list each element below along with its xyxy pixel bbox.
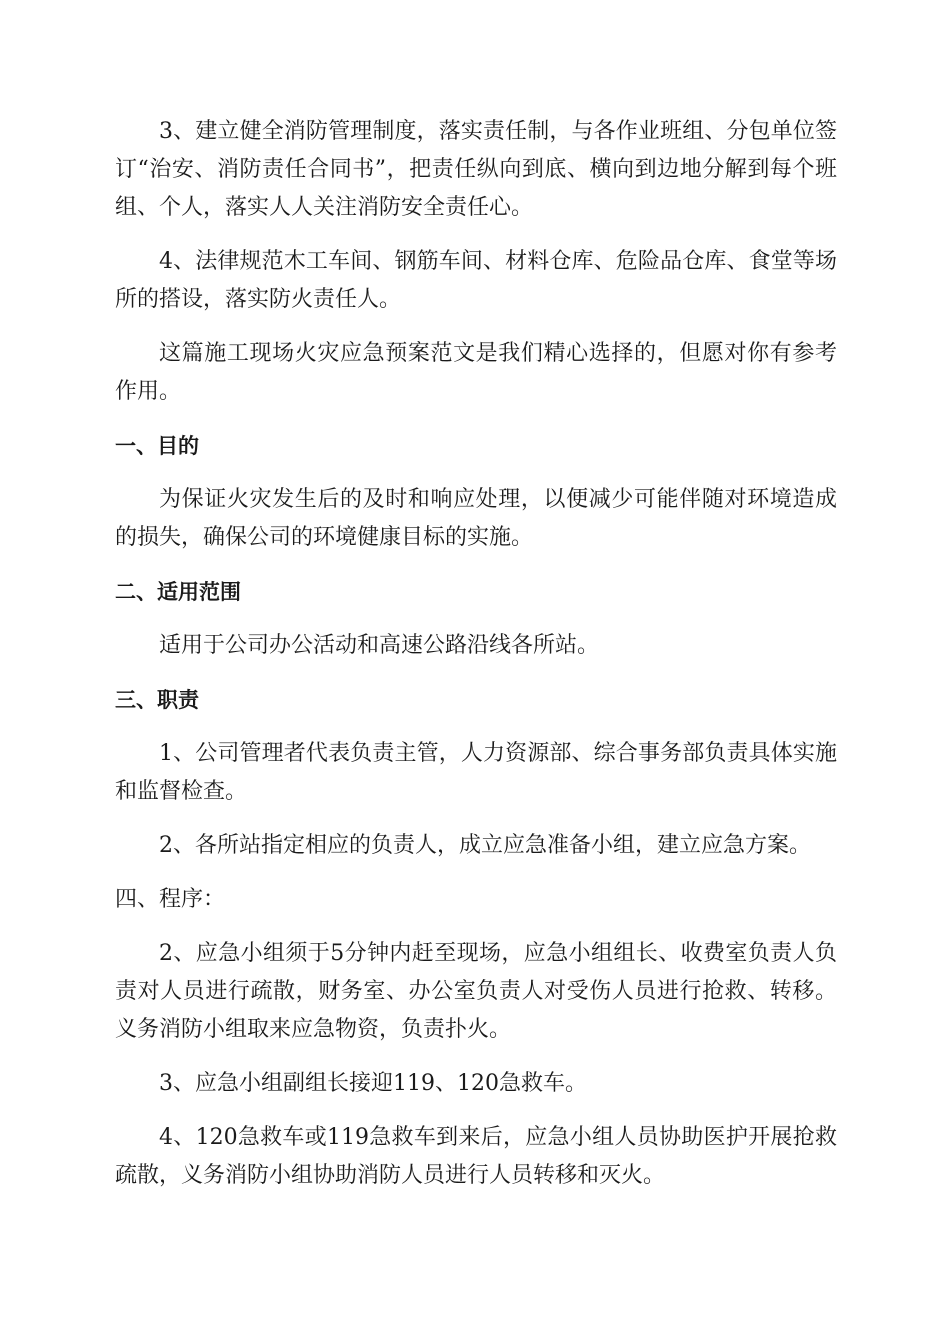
paragraph-procedure-2: 2、应急小组须于5分钟内赶至现场，应急小组组长、收费室负责人负责对人员进行疏散，财务室、办公室负责人对受伤人员进行抢救、转移。义务消防小组取来应急物资，负责扑火。: [115, 941, 837, 1042]
paragraph-intro-note: 这篇施工现场火灾应急预案范文是我们精心选择的，但愿对你有参考作用。: [115, 341, 837, 404]
section-heading-scope: 二、适用范围: [115, 580, 241, 604]
section-heading-duties: 三、职责: [115, 688, 199, 712]
section-heading-procedure: 四、程序：: [115, 887, 226, 912]
paragraph-purpose: 为保证火灾发生后的及时和响应处理，以便减少可能伴随对环境造成的损失，确保公司的环境健康目标的实施。: [115, 487, 837, 550]
paragraph-workshop-setup: 4、法律规范木工车间、钢筋车间、材料仓库、危险品仓库、食堂等场所的搭设，落实防火责任人。: [115, 249, 837, 312]
paragraph-scope: 适用于公司办公活动和高速公路沿线各所站。: [159, 633, 600, 658]
paragraph-responsibility-system: 3、建立健全消防管理制度，落实责任制，与各作业班组、分包单位签订“治安、消防责任合同书”，把责任纵向到底、横向到边地分解到每个班组、个人，落实人人关注消防安全责任心。: [115, 119, 837, 220]
paragraph-procedure-4: 4、120急救车或119急救车到来后，应急小组人员协助医护开展抢救疏散，义务消防小组协助消防人员进行人员转移和灭火。: [115, 1125, 837, 1188]
document-body: [115, 113, 837, 1211]
section-heading-purpose: 一、目的: [115, 434, 199, 458]
paragraph-duty-1: 1、公司管理者代表负责主管，人力资源部、综合事务部负责具体实施和监督检查。: [115, 741, 837, 804]
paragraph-procedure-3: 3、应急小组副组长接迎119、120急救车。: [159, 1071, 587, 1096]
paragraph-duty-2: 2、各所站指定相应的负责人，成立应急准备小组，建立应急方案。: [159, 833, 811, 858]
